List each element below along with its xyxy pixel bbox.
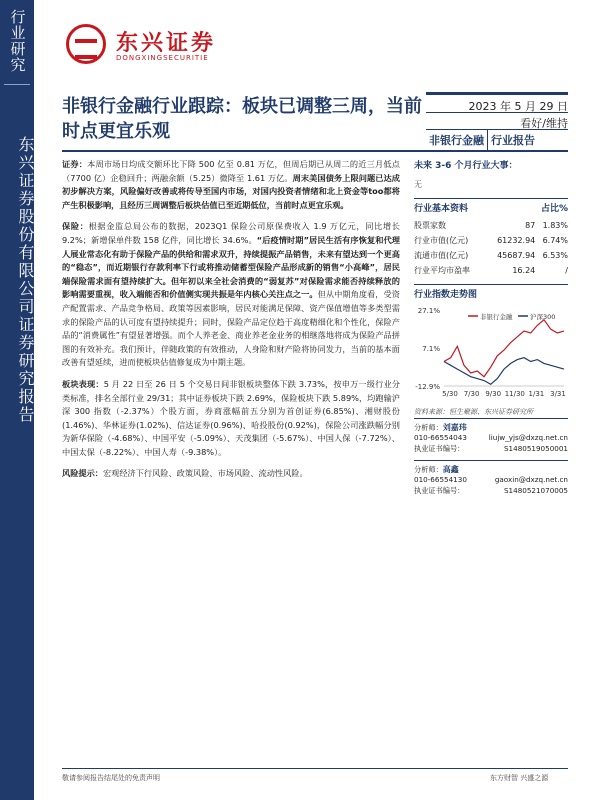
header-divider — [62, 150, 568, 152]
x-tick-label: 7/30 — [463, 390, 480, 398]
table-row — [414, 233, 568, 248]
row-label: 股票家数 — [414, 221, 446, 230]
x-tick-label: 3/31 — [550, 390, 566, 398]
row-pct: 6.53% — [542, 251, 568, 260]
footer-divider — [62, 768, 568, 769]
para-securities-bold: 周末美国债务上限问题已达成初步解决方案，风险偏好改善或将传导至国内市场，对国内投资者情绪和北上资金等too都将产生积极影响，且经历三周调整后板块估值已至近期低位，当前时点更宜乐观。 — [62, 172, 400, 210]
analyst-cert-row — [414, 444, 568, 455]
analyst-role: 分析师： — [414, 423, 443, 432]
series-line — [444, 358, 564, 385]
y-tick-label: 7.1% — [422, 345, 440, 353]
para-insurance-bold: “后疫情时期”居民生活有序恢复和代理人展业常态化有助于保险产品的供给和需求双升，持续提振产品销售，未来有望达到一个更高的“稳态”，而近期银行存款利率下行或将推动储蓄型保险产品形成新的销售“小高峰”，居民端保险需求面有望持续扩大。 — [62, 234, 400, 286]
para-insurance-text: 根据金监总局公布的数据，2023Q1 保险公司原保费收入 1.9 万亿元，同比增长 9.2%；新增保单件数 158 亿件，同比增长 34.6%。 — [62, 221, 400, 245]
chart-svg — [414, 304, 568, 404]
report-meta — [426, 92, 568, 151]
basic-info-col: 占比% — [540, 204, 568, 214]
analyst-cert-row — [414, 486, 568, 497]
main-column — [62, 158, 400, 489]
para-performance-label: 板块表现： — [62, 378, 104, 389]
analyst-cert-label: 执业证书编号： — [414, 444, 465, 453]
analyst-card — [414, 418, 568, 455]
row-value: 87 — [525, 221, 536, 230]
y-tick-label: -12.9% — [415, 383, 440, 391]
para-performance — [62, 378, 400, 460]
table-row — [414, 263, 568, 278]
analyst-name-row — [414, 422, 568, 433]
basic-info-title: 行业基本资料 — [414, 204, 469, 214]
analysts-block — [414, 418, 568, 502]
series-line — [444, 320, 564, 377]
analyst-cert-label: 执业证书编号： — [414, 486, 465, 495]
trend-title: 行业指数走势图 — [414, 284, 568, 300]
analyst-name: 刘嘉玮 — [442, 423, 467, 432]
tag-type: 行业报告 — [487, 130, 538, 150]
analyst-email[interactable]: gaoxin@dxzq.net.cn — [494, 475, 568, 484]
para-securities-label: 证券： — [62, 159, 88, 169]
para-risk-label: 风险提示： — [62, 468, 103, 479]
para-securities — [62, 158, 400, 212]
report-rating: 看好/维持 — [426, 112, 568, 129]
analyst-phone: 010-66554043 — [414, 433, 467, 442]
x-tick-label: 1/31 — [528, 390, 545, 398]
para-securities-text: 本周市场日均成交额环比下降 500 亿至 0.81 万亿，但周后期已从周二的近三月低点（7700 亿）企稳回升；两融余额（5.25）微降至 1.61 万亿。 — [62, 159, 400, 183]
table-row — [414, 248, 568, 263]
logo-en-text: DONGXINGSECURITIE — [116, 54, 209, 62]
logo-mark-icon — [66, 24, 106, 64]
row-value: 61232.94 — [497, 236, 536, 245]
analyst-cert: S1480521070005 — [503, 486, 568, 495]
row-label: 行业平均市盈率 — [414, 266, 470, 275]
industry-index-chart — [414, 304, 568, 404]
row-pct: / — [565, 266, 568, 275]
para-insurance-label: 保险： — [62, 221, 89, 232]
sidebar-main-label: 东兴证券股份有限公司证券研究报告 — [16, 136, 35, 424]
report-title: 非银行金融行业跟踪：板块已调整三周，当前时点更宜乐观 — [62, 96, 422, 142]
analyst-contact-row — [414, 475, 568, 486]
para-insurance-text2: 但从中期角度看，受资产配置需求、产品竞争格局、政策等因素影响，居民对能满足保障、资产保值增值等多类型需求的保险产品的认可度有望持续提升；同时，保险产品定位趋于高度精细化和个性化，保险产品的“消费属性”有望显著增强。而个人养老金、商业养老金业务的相继落地将成为保险产品拼图的有效补充。我们预计，伴随政策的有效推动，人身险和财产险将协同发力，当前的基本面改善有望延续，进而使板块估值修复成为中期主题。 — [62, 289, 400, 368]
basic-info-table — [414, 218, 568, 278]
left-sidebar — [0, 0, 34, 800]
analyst-role: 分析师： — [414, 465, 443, 474]
para-risk-text: 宏观经济下行风险、政策风险、市场风险、流动性风险。 — [102, 468, 308, 479]
row-pct: 6.74% — [542, 236, 568, 245]
chart-source: 资料来源：恒生聚源、东兴证券研究所 — [414, 408, 533, 416]
analyst-card — [414, 460, 568, 497]
report-tags — [426, 129, 568, 151]
row-pct: 1.83% — [542, 221, 568, 230]
para-performance-text: 5 月 22 日至 26 日 5 个交易日间非银板块整体下跌 3.73%，按申万一级行业分类标准，排名全部行业 29/31；其中证券板块下跌 2.69%，保险板块下跌 5.89%，均跑输沪深 300 指数（-2.37%）个股方面，券商涨幅前五分别为首创证券(6.85%)、湘财股份(1.46%)、华林证券(1.02%)、信达证券(0.96%)、哈投股份(0.92%)，保险公司涨跌幅分别为新华保险（-4.68%）、中国平安（-5.09%）、天茂集团（-5.67%）、中国人保（-7.72%）、中国太保（-8.22%）、中国人寿（-9.38%）。 — [62, 378, 400, 457]
row-value: 45687.94 — [497, 251, 536, 260]
table-row — [414, 218, 568, 233]
row-label: 流通市值(亿元) — [414, 251, 469, 260]
para-risk — [62, 467, 400, 481]
para-insurance — [62, 220, 400, 370]
analyst-cert: S1480519050001 — [503, 444, 568, 453]
outlook-title: 未来 3-6 个月行业大事： — [414, 161, 518, 171]
footer-slogan: 东方财智 兴盛之源 — [490, 774, 549, 782]
outlook-value: 无 — [414, 180, 422, 189]
footer-disclaimer: 敬请参阅报告结尾处的免责声明 — [62, 774, 160, 782]
right-column — [414, 158, 568, 417]
analyst-email[interactable]: liujw_yjs@dxzq.net.cn — [488, 433, 568, 442]
tag-industry: 非银行金融 — [429, 134, 484, 147]
analyst-phone: 010-66554130 — [414, 475, 467, 484]
report-date: 2023 年 5 月 29 日 — [426, 92, 568, 112]
row-label: 行业市值(亿元) — [414, 236, 469, 245]
analyst-contact-row — [414, 433, 568, 444]
basic-info-header — [414, 198, 568, 214]
legend-label: 沪深300 — [530, 313, 556, 321]
analyst-name-row — [414, 464, 568, 475]
para-insurance-bold2: 但年初以来全社会消费的“弱复苏”对保险需求能否持续释放的影响需要重视，收入端能否和价值侧实现共振是年内核心关注点之一。 — [62, 275, 400, 300]
x-tick-label: 9/30 — [485, 390, 502, 398]
company-logo — [66, 24, 236, 74]
logo-cn-text: 东兴证券 — [116, 31, 217, 56]
legend-label: 非银行金融 — [480, 313, 513, 321]
sidebar-divider — [4, 84, 30, 85]
y-tick-label: 27.1% — [417, 307, 440, 315]
sidebar-top-label: 行业研究 — [0, 0, 34, 82]
analyst-name: 高鑫 — [442, 465, 459, 474]
x-tick-label: 5/30 — [442, 390, 458, 398]
x-tick-label: 11/30 — [504, 390, 525, 398]
row-value: 16.24 — [512, 266, 536, 275]
